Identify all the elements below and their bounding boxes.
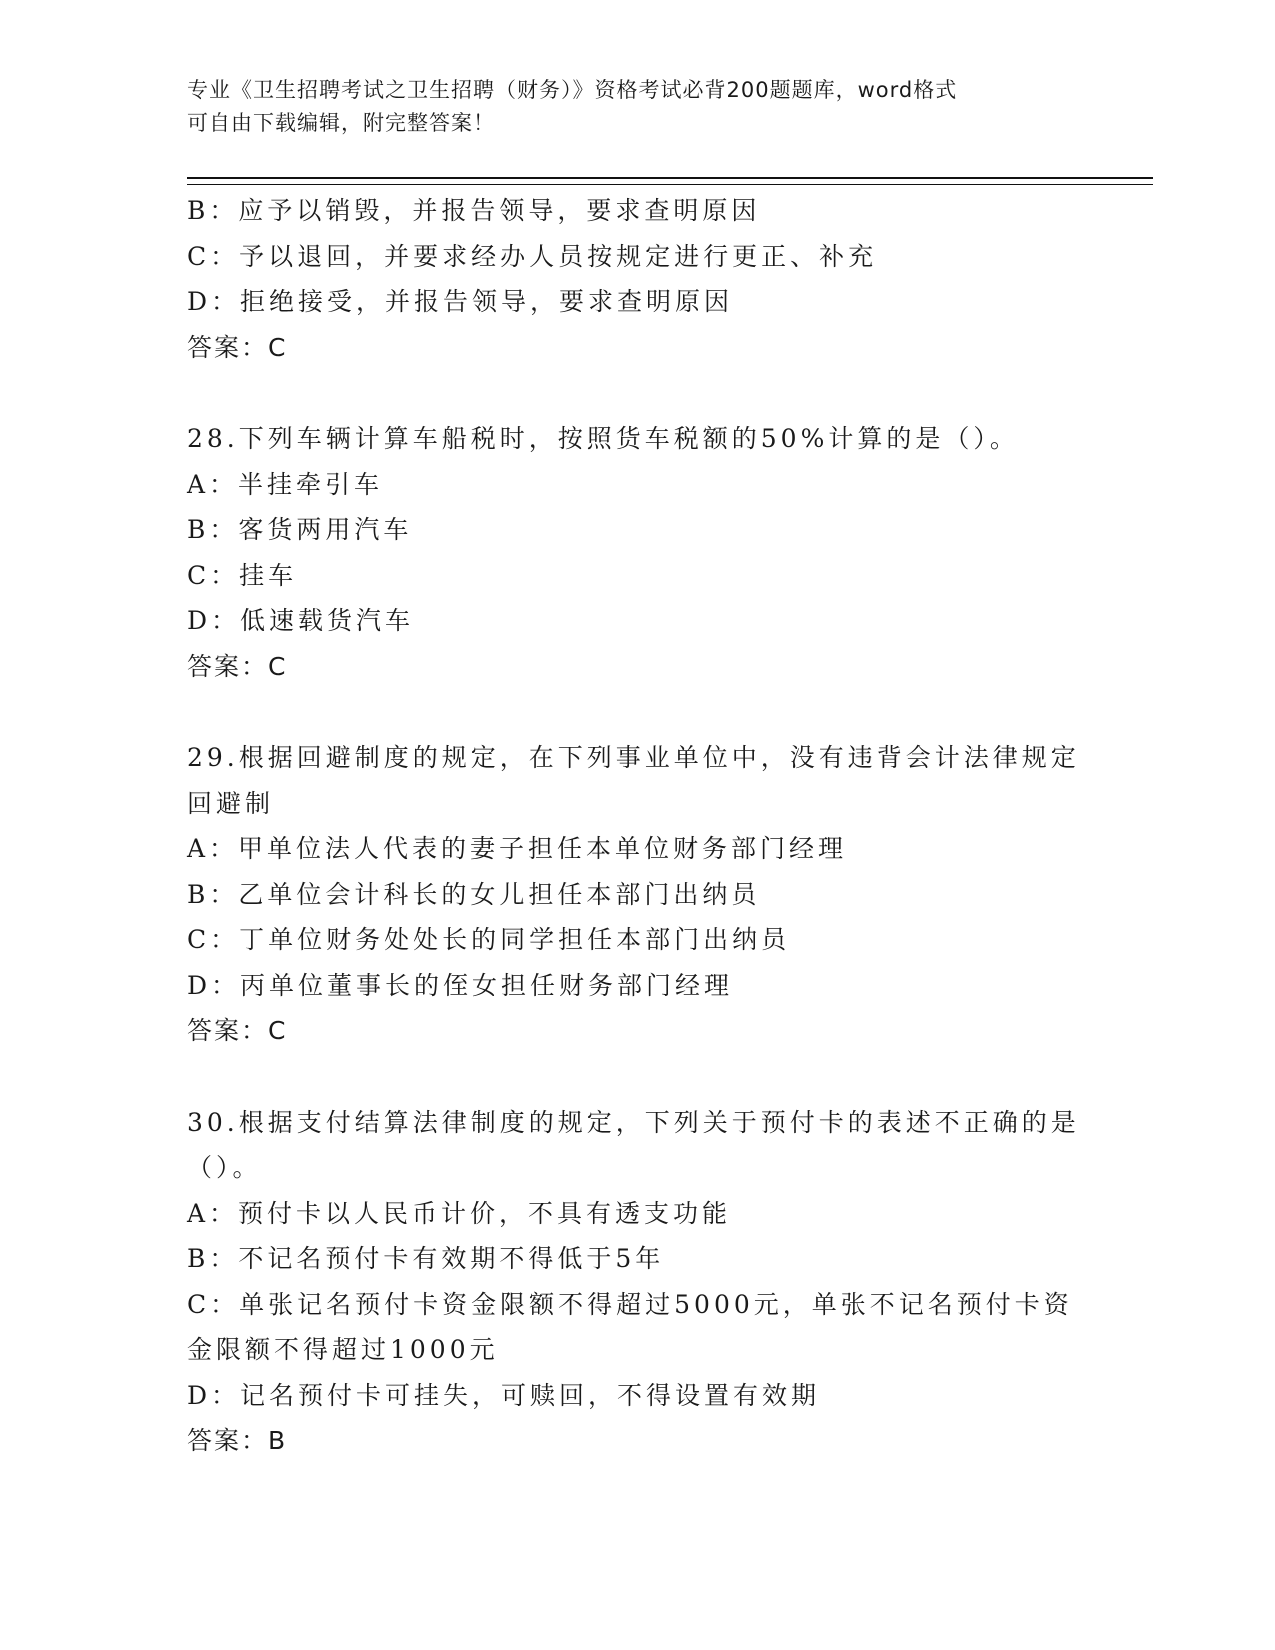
option-a: A：甲单位法人代表的妻子担任本单位财务部门经理	[187, 834, 848, 863]
option-d: D：拒绝接受，并报告领导，要求查明原因	[187, 287, 734, 316]
spacer	[187, 689, 1087, 735]
question-stem: 29.根据回避制度的规定，在下列事业单位中，没有违背会计法律规定	[187, 743, 1080, 772]
option-b: B：应予以销毁，并报告领导，要求查明原因	[187, 196, 761, 225]
header-title-line-2: 可自由下载编辑，附完整答案！	[187, 111, 495, 135]
option-d: D：记名预付卡可挂失，可赎回，不得设置有效期	[187, 1380, 821, 1410]
option-c: C：单张记名预付卡资金限额不得超过5000元，单张不记名预付卡资	[187, 1289, 1073, 1319]
option-d: D：低速载货汽车	[187, 606, 415, 635]
question-list	[187, 188, 1087, 1464]
document-header	[187, 74, 1067, 140]
answer-line: 答案：C	[187, 332, 288, 362]
option-b: B：客货两用汽车	[187, 515, 413, 544]
question-30	[187, 1100, 1087, 1464]
option-c: C：予以退回，并要求经办人员按规定进行更正、补充	[187, 241, 878, 271]
option-b: B：乙单位会计科长的女儿担任本部门出纳员	[187, 879, 761, 909]
question-27-continued	[187, 188, 1087, 370]
option-a: A：预付卡以人民币计价，不具有透支功能	[187, 1198, 732, 1228]
answer-line: 答案：C	[187, 651, 288, 681]
option-a: A：半挂牵引车	[187, 469, 384, 499]
question-stem: 28.下列车辆计算车船税时，按照货车税额的50%计算的是（）。	[187, 424, 1019, 453]
question-stem: 30.根据支付结算法律制度的规定，下列关于预付卡的表述不正确的是	[187, 1107, 1080, 1137]
spacer	[187, 1054, 1087, 1100]
answer-line: 答案：B	[187, 1426, 288, 1455]
header-divider	[187, 177, 1153, 185]
answer-line: 答案：C	[187, 1016, 288, 1045]
option-c: C：丁单位财务处处长的同学担任本部门出纳员	[187, 925, 791, 954]
option-b: B：不记名预付卡有效期不得低于5年	[187, 1244, 665, 1273]
question-28	[187, 416, 1087, 689]
header-title-line-1: 专业《卫生招聘考试之卫生招聘（财务）》资格考试必背200题题库，word格式	[187, 78, 958, 102]
question-stem-continued: （）。	[187, 1153, 262, 1182]
question-stem-continued: 回避制	[187, 788, 275, 818]
option-c-continued: 金限额不得超过1000元	[187, 1335, 499, 1364]
spacer	[187, 370, 1087, 416]
question-29	[187, 735, 1087, 1054]
option-d: D：丙单位董事长的侄女担任财务部门经理	[187, 970, 734, 1000]
option-c: C：挂车	[187, 560, 298, 590]
